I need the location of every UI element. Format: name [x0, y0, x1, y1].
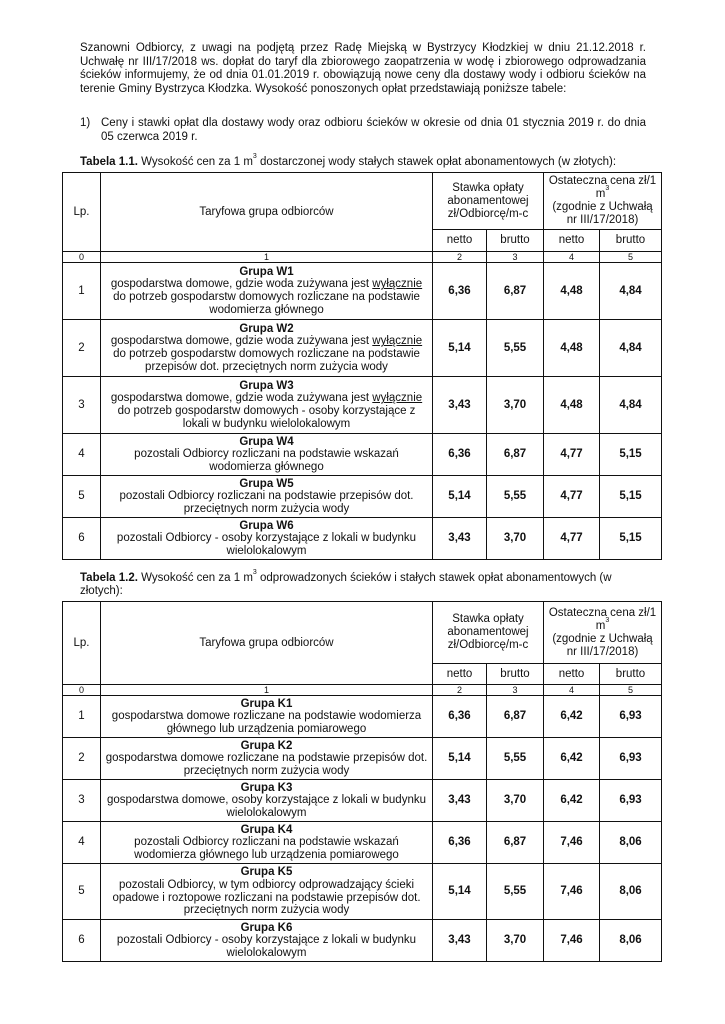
group-name: Grupa K1	[240, 697, 293, 710]
row-lp: 2	[63, 320, 101, 377]
table-1-1-caption-text: Wysokość cen za 1 m	[137, 156, 253, 168]
group-desc: pozostali Odbiorcy rozliczani na podstawie wskazań wodomierza głównego lub urządzenia pomiarowego	[134, 836, 399, 861]
table-row	[63, 696, 662, 738]
row-group	[101, 696, 433, 738]
group-name: Grupa W6	[239, 519, 294, 532]
sewage-price-table	[62, 601, 662, 962]
group-name: Grupa K4	[240, 823, 293, 836]
index-cell: 2	[433, 685, 487, 696]
row-group	[101, 864, 433, 920]
header-brutto: brutto	[487, 664, 544, 685]
value-brutto: 5,55	[487, 320, 544, 377]
row-lp: 4	[63, 434, 101, 476]
value-netto: 5,14	[433, 738, 487, 780]
row-lp: 4	[63, 822, 101, 864]
header-brutto-final: brutto	[600, 230, 662, 252]
index-cell: 1	[101, 685, 433, 696]
row-lp: 5	[63, 476, 101, 518]
value-netto-final: 4,48	[544, 263, 600, 320]
value-netto: 3,43	[433, 920, 487, 962]
value-netto: 6,36	[433, 822, 487, 864]
table-1-2-caption-label: Tabela 1.2.	[80, 572, 138, 584]
group-desc-underlined: wyłącznie	[372, 392, 423, 405]
row-group	[101, 377, 433, 434]
value-netto-final: 7,46	[544, 864, 600, 920]
group-name: Grupa K3	[240, 781, 293, 794]
table-row	[63, 864, 662, 920]
group-desc: gospodarstwa domowe rozliczane na podstawie przepisów dot. przeciętnych norm zużycia wody	[105, 752, 428, 777]
table-row	[63, 434, 662, 476]
intro-paragraph: Szanowni Odbiorcy, z uwagi na podjętą przez Radę Miejską w Bystrzycy Kłodzkiej w dniu 21.12.2018 r. Uchwałę nr III/17/2018 ws. dopłat do taryf dla zbiorowego zaopatrzenia w wodę i zbiorowego odprowadzania ścieków informujemy, że od dnia 01.01.2019 r. obowiązują nowe ceny dla dostawy wody i odbioru ścieków na terenie Gminy Bystrzyca Kłodzka. Wysokość ponoszonych opłat przedstawiają poniższe tabele:	[80, 42, 646, 95]
value-netto-final: 6,42	[544, 738, 600, 780]
header-lp: Lp.	[63, 173, 101, 252]
value-brutto: 3,70	[487, 377, 544, 434]
header-netto-final: netto	[544, 230, 600, 252]
group-desc: pozostali Odbiorcy rozliczani na podstawie wskazań wodomierza głównego	[134, 448, 399, 473]
table-1-1-caption-label: Tabela 1.1.	[80, 156, 138, 168]
group-desc: gospodarstwa domowe, osoby korzystające z lokali w budynku wielolokalowym	[107, 794, 426, 819]
header-cena-note: (zgodnie z Uchwałą nr III/17/2018)	[552, 201, 653, 226]
value-brutto: 3,70	[487, 780, 544, 822]
group-desc: pozostali Odbiorcy rozliczani na podstawie przepisów dot. przeciętnych norm zużycia wody	[119, 490, 414, 515]
index-cell: 4	[544, 685, 600, 696]
group-desc: gospodarstwa domowe, gdzie woda zużywana jest	[110, 278, 373, 291]
row-group	[101, 822, 433, 864]
table-row	[63, 738, 662, 780]
value-brutto-final: 4,84	[600, 377, 662, 434]
table-row	[63, 476, 662, 518]
index-cell: 4	[544, 252, 600, 263]
value-brutto-final: 8,06	[600, 920, 662, 962]
index-cell: 5	[600, 685, 662, 696]
value-brutto: 5,55	[487, 864, 544, 920]
value-netto-final: 7,46	[544, 920, 600, 962]
table-1-2-caption-text: Wysokość cen za 1 m	[137, 572, 253, 584]
value-brutto-final: 8,06	[600, 822, 662, 864]
table-row	[63, 320, 662, 377]
value-netto: 5,14	[433, 320, 487, 377]
group-desc-end: do potrzeb gospodarstw domowych rozliczane na podstawie przepisów dot. przeciętnych norm zużycia wody	[113, 348, 420, 373]
water-price-table	[62, 172, 662, 560]
header-cena	[544, 602, 662, 664]
value-netto-final: 6,42	[544, 780, 600, 822]
value-brutto: 5,55	[487, 476, 544, 518]
index-row	[63, 252, 662, 263]
value-brutto-final: 4,84	[600, 263, 662, 320]
value-netto-final: 4,77	[544, 434, 600, 476]
header-brutto-final: brutto	[600, 664, 662, 685]
table-1-2-caption-sup: 3	[252, 569, 257, 576]
header-cena-text: Ostateczna cena zł/1 m	[548, 606, 657, 632]
group-name: Grupa W1	[239, 265, 294, 278]
table-row	[63, 920, 662, 962]
value-brutto: 6,87	[487, 696, 544, 738]
value-netto: 3,43	[433, 518, 487, 560]
header-lp: Lp.	[63, 602, 101, 685]
value-brutto-final: 8,06	[600, 864, 662, 920]
value-brutto: 3,70	[487, 920, 544, 962]
header-cena	[544, 173, 662, 230]
header-brutto: brutto	[487, 230, 544, 252]
table-row	[63, 377, 662, 434]
value-netto-final: 4,77	[544, 476, 600, 518]
value-netto: 6,36	[433, 696, 487, 738]
group-name: Grupa K2	[240, 739, 293, 752]
value-brutto-final: 4,84	[600, 320, 662, 377]
group-desc-end: do potrzeb gospodarstw domowych - osoby korzystające z lokali w budynku wielolokalowym	[117, 405, 416, 430]
value-brutto: 6,87	[487, 822, 544, 864]
header-netto-final: netto	[544, 664, 600, 685]
group-name: Grupa K5	[240, 866, 293, 879]
header-stawka: Stawka opłaty abonamentowej zł/Odbiorcę/m-c	[433, 602, 544, 664]
row-lp: 6	[63, 518, 101, 560]
row-group	[101, 738, 433, 780]
group-desc: pozostali Odbiorcy - osoby korzystające z lokali w budynku wielolokalowym	[116, 532, 417, 557]
header-group: Taryfowa grupa odbiorców	[101, 173, 433, 252]
value-brutto-final: 6,93	[600, 738, 662, 780]
header-stawka: Stawka opłaty abonamentowej zł/Odbiorcę/m-c	[433, 173, 544, 230]
group-name: Grupa W3	[239, 379, 294, 392]
row-group	[101, 476, 433, 518]
header-cena-sup: 3	[605, 616, 610, 624]
header-netto: netto	[433, 230, 487, 252]
header-group: Taryfowa grupa odbiorców	[101, 602, 433, 685]
header-netto: netto	[433, 664, 487, 685]
row-lp: 5	[63, 864, 101, 920]
value-brutto-final: 5,15	[600, 476, 662, 518]
index-cell: 0	[63, 685, 101, 696]
index-cell: 2	[433, 252, 487, 263]
value-brutto-final: 6,93	[600, 780, 662, 822]
row-lp: 6	[63, 920, 101, 962]
row-group	[101, 518, 433, 560]
table-1-1-caption-sup: 3	[252, 153, 257, 160]
table-row	[63, 518, 662, 560]
row-group	[101, 320, 433, 377]
value-netto: 5,14	[433, 864, 487, 920]
value-brutto-final: 5,15	[600, 434, 662, 476]
value-brutto: 5,55	[487, 738, 544, 780]
value-brutto: 3,70	[487, 518, 544, 560]
table-row	[63, 263, 662, 320]
value-netto-final: 4,48	[544, 377, 600, 434]
value-netto-final: 4,48	[544, 320, 600, 377]
group-desc: gospodarstwa domowe rozliczane na podstawie wodomierza głównego lub urządzenia pomiarowego	[111, 710, 422, 735]
index-cell: 5	[600, 252, 662, 263]
group-name: Grupa W2	[239, 322, 294, 335]
table-1-2-caption-text-end: odprowadzonych ścieków i stałych stawek opłat abonamentowych (w złotych):	[80, 572, 612, 597]
group-desc-end: do potrzeb gospodarstw domowych rozliczane na podstawie wodomierza głównego	[113, 291, 420, 316]
row-group	[101, 434, 433, 476]
value-netto: 3,43	[433, 377, 487, 434]
point-1-text: Ceny i stawki opłat dla dostawy wody oraz odbioru ścieków w okresie od dnia 01 stycznia 2019 r. do dnia 05 czerwca 2019 r.	[101, 117, 646, 143]
header-cena-note: (zgodnie z Uchwałą nr III/17/2018)	[552, 632, 653, 658]
row-group	[101, 780, 433, 822]
group-name: Grupa K6	[240, 921, 293, 934]
table-1-1-caption-text-end: dostarczonej wody stałych stawek opłat abonamentowych (w złotych):	[256, 156, 617, 168]
value-netto-final: 7,46	[544, 822, 600, 864]
value-brutto-final: 6,93	[600, 696, 662, 738]
group-name: Grupa W4	[239, 435, 294, 448]
table-row	[63, 822, 662, 864]
table-1-2-caption	[80, 569, 650, 598]
value-netto-final: 4,77	[544, 518, 600, 560]
header-cena-sup: 3	[605, 185, 610, 192]
index-cell: 3	[487, 685, 544, 696]
group-desc: gospodarstwa domowe, gdzie woda zużywana jest	[110, 335, 373, 348]
row-lp: 1	[63, 263, 101, 320]
table-1-1-caption	[80, 153, 617, 169]
header-cena-text: Ostateczna cena zł/1 m	[548, 175, 657, 200]
value-netto-final: 6,42	[544, 696, 600, 738]
value-brutto: 6,87	[487, 434, 544, 476]
group-desc-underlined: wyłącznie	[372, 278, 423, 291]
group-desc-underlined: wyłącznie	[372, 335, 423, 348]
index-cell: 3	[487, 252, 544, 263]
index-cell: 0	[63, 252, 101, 263]
value-netto: 3,43	[433, 780, 487, 822]
value-netto: 6,36	[433, 434, 487, 476]
index-row	[63, 685, 662, 696]
row-lp: 3	[63, 377, 101, 434]
group-desc: gospodarstwa domowe, gdzie woda zużywana jest	[110, 392, 373, 405]
point-1-number: 1)	[80, 117, 91, 129]
row-lp: 1	[63, 696, 101, 738]
row-group	[101, 263, 433, 320]
row-lp: 2	[63, 738, 101, 780]
table-row	[63, 780, 662, 822]
value-brutto-final: 5,15	[600, 518, 662, 560]
value-netto: 5,14	[433, 476, 487, 518]
value-brutto: 6,87	[487, 263, 544, 320]
group-name: Grupa W5	[239, 477, 294, 490]
value-netto: 6,36	[433, 263, 487, 320]
row-group	[101, 920, 433, 962]
row-lp: 3	[63, 780, 101, 822]
group-desc: pozostali Odbiorcy, w tym odbiorcy odprowadzający ścieki opadowe i roztopowe rozliczani na podstawie przepisów dot. przeciętnych norm zużycia wody	[112, 878, 421, 917]
index-cell: 1	[101, 252, 433, 263]
group-desc: pozostali Odbiorcy - osoby korzystające z lokali w budynku wielolokalowym	[116, 934, 417, 959]
